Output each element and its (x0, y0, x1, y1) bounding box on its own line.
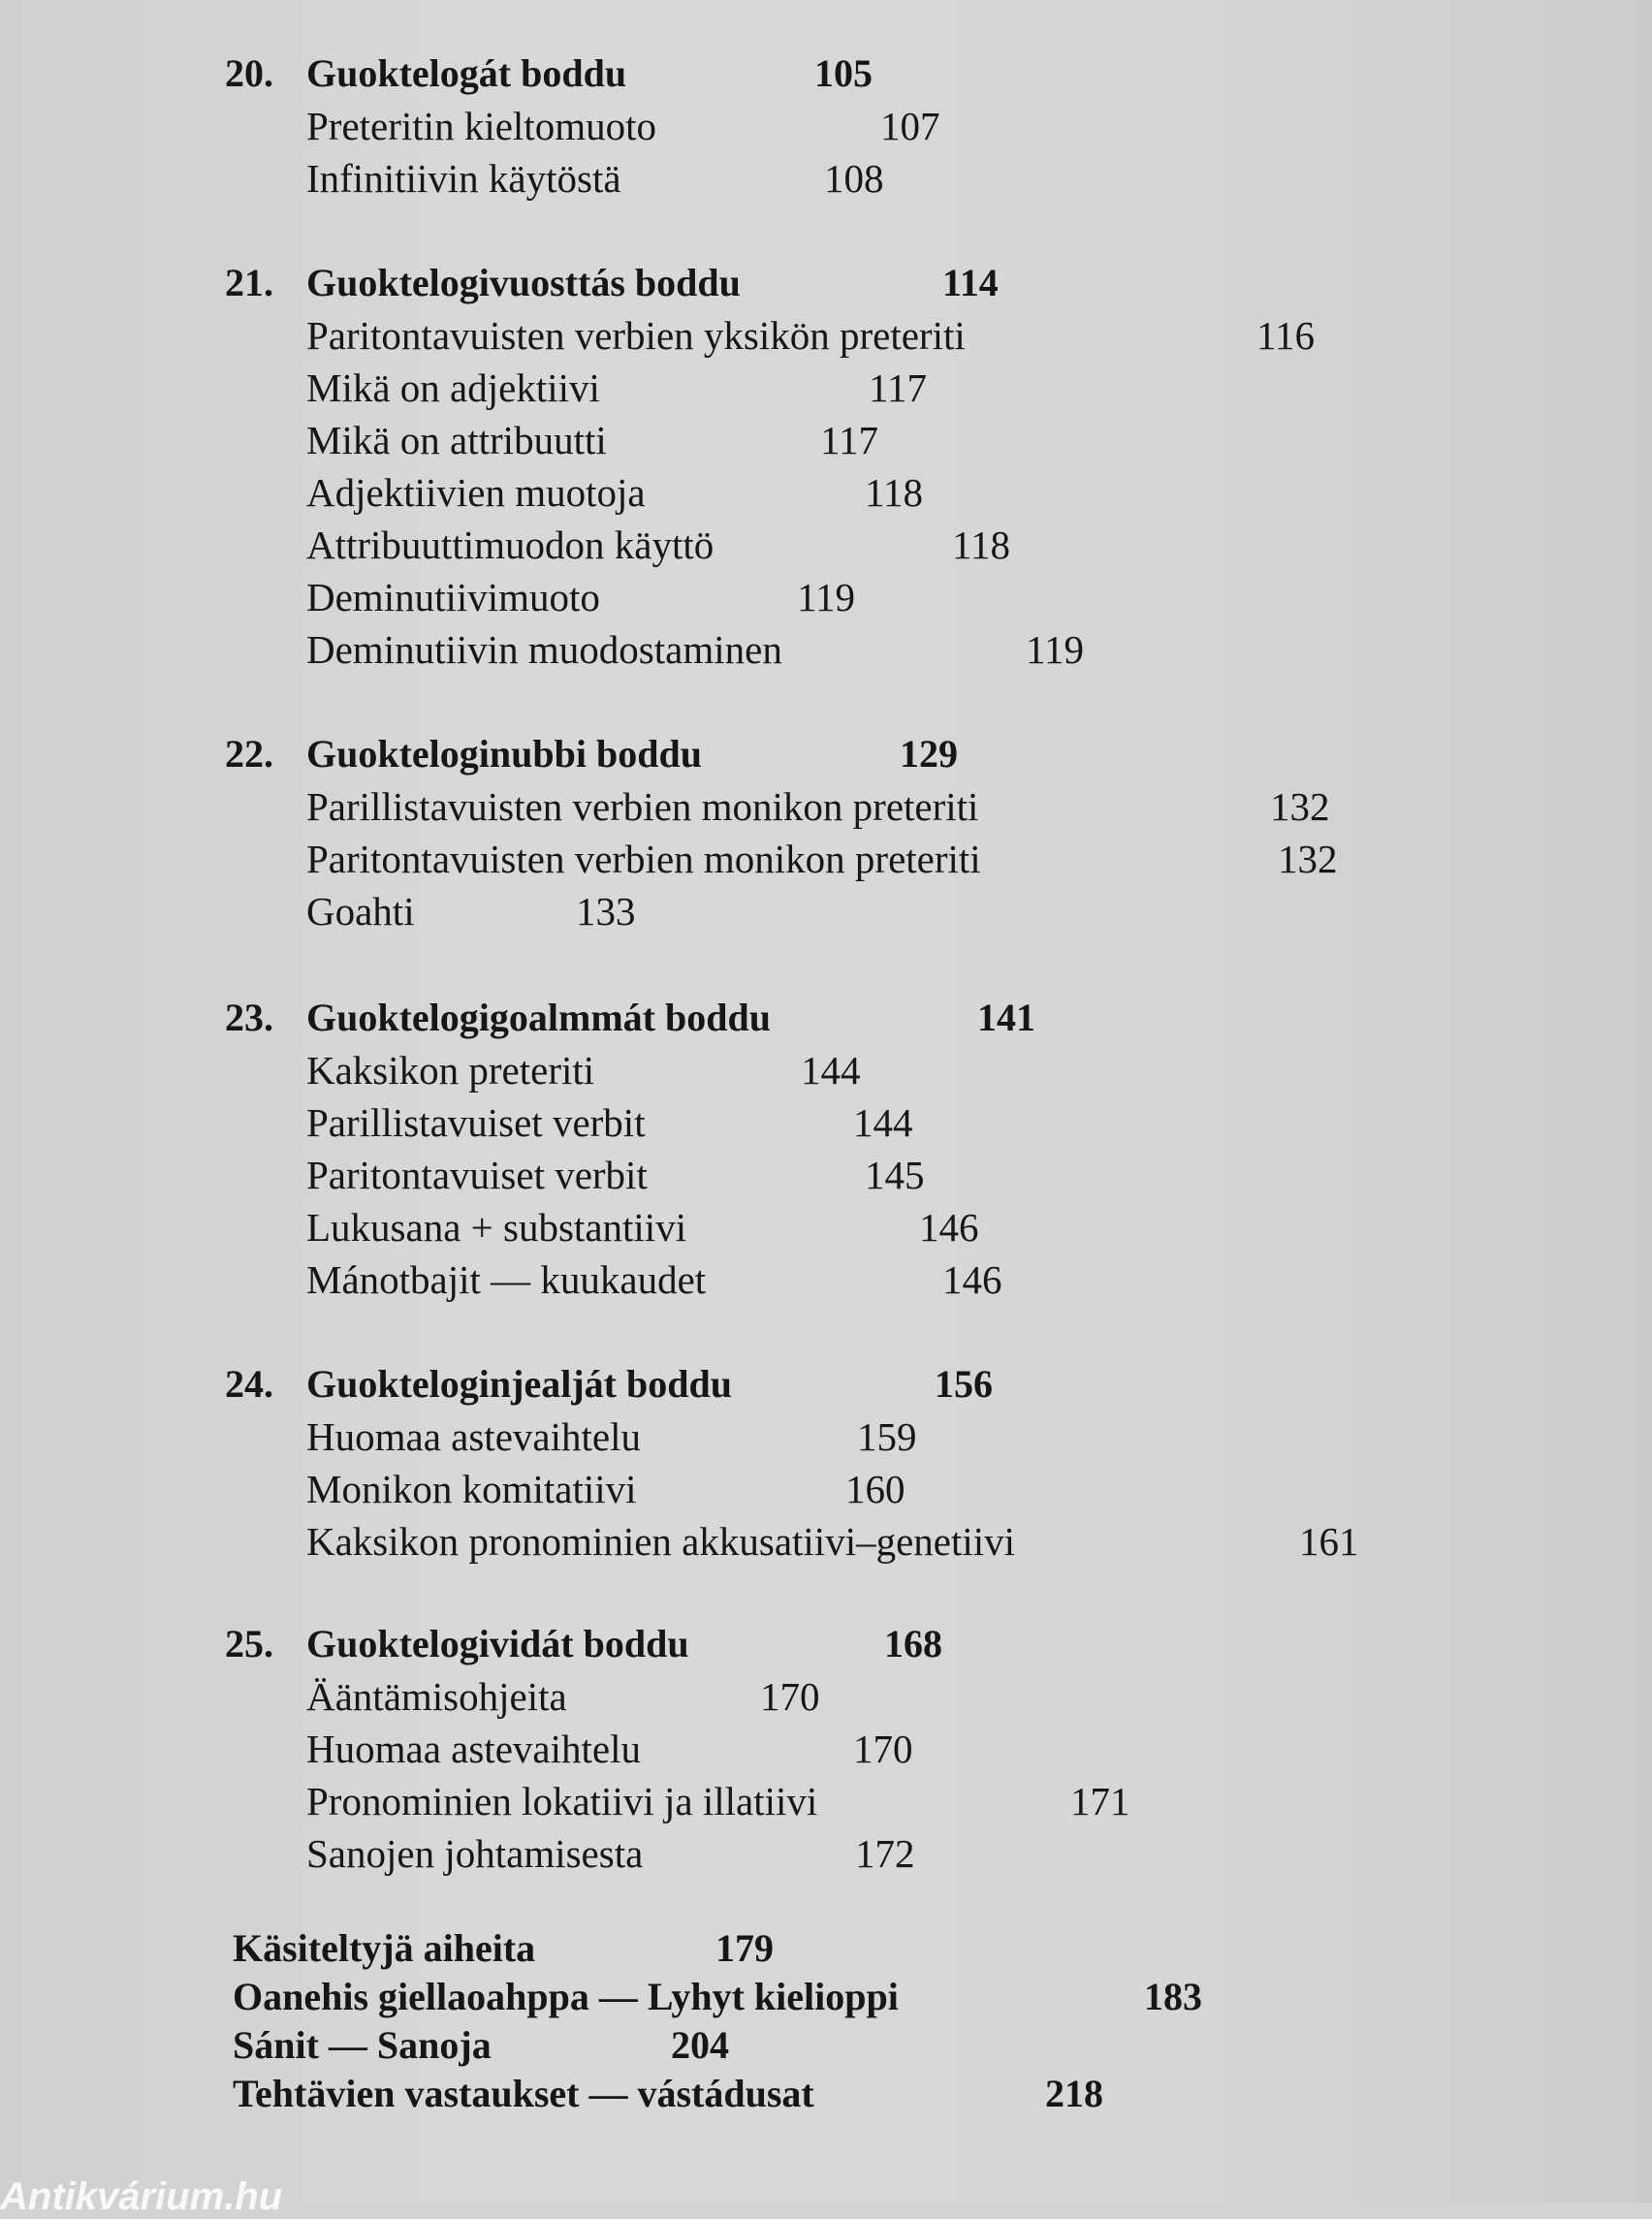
toc-entry (225, 155, 884, 207)
entry-page: 119 (797, 575, 855, 619)
chapter-heading (225, 995, 1035, 1047)
chapter-page: 156 (935, 1362, 993, 1406)
entry-title: Parillistavuisten verbien monikon preteriti (306, 784, 979, 829)
entry-page: 144 (853, 1100, 913, 1145)
chapter-number: 25. (225, 1622, 273, 1665)
entry-page: 161 (1299, 1519, 1359, 1564)
chapter-title: Guokteloginjealját boddu (306, 1362, 732, 1406)
toc-entry (225, 1726, 913, 1778)
chapter-heading (225, 1621, 942, 1673)
toc-entry (225, 1152, 925, 1204)
toc-entry (225, 1518, 1359, 1570)
toc-entry (233, 1925, 899, 1974)
entry-title: Huomaa astevaihtelu (306, 1727, 641, 1771)
chapter-page: 141 (977, 996, 1035, 1039)
entry-title: Attribuuttimuodon käyttö (306, 523, 715, 567)
chapter-number: 20. (225, 51, 273, 95)
entry-title: Lukusana + substantiivi (306, 1205, 687, 1250)
toc-entry (225, 1778, 1130, 1830)
entry-title: Käsiteltyjä aiheita (233, 1926, 536, 1970)
toc-entry (225, 626, 1084, 679)
toc-entry (225, 1673, 820, 1726)
toc-entry (233, 2071, 1103, 2119)
chapter-number: 21. (225, 261, 273, 304)
toc-entry (225, 1830, 915, 1883)
entry-title: Goahti (306, 889, 415, 934)
entry-page: 204 (671, 2023, 729, 2067)
toc-entry (225, 417, 966, 469)
entry-title: Paritontavuisten verbien yksikön preteriti (306, 313, 966, 358)
entry-title: Tehtävien vastaukset — vástádusat (233, 2072, 814, 2115)
chapter-23 (225, 995, 1035, 1309)
entry-title: Deminutiivin muodostaminen (306, 627, 782, 672)
toc-entry (225, 312, 1315, 365)
toc-entry (225, 1047, 861, 1099)
entry-page: 107 (880, 104, 940, 148)
entry-page: 218 (1045, 2072, 1103, 2115)
toc-entry (225, 365, 966, 417)
entry-page: 170 (760, 1674, 820, 1719)
chapter-title: Guoktelogigoalmmát boddu (306, 996, 771, 1039)
chapter-number: 23. (225, 996, 273, 1039)
toc-entry (225, 1466, 1015, 1518)
entry-page: 119 (1026, 627, 1084, 672)
entry-title: Oanehis giellaoahppa — Lyhyt kielioppi (233, 1975, 899, 2018)
bleed-through-texture (1183, 39, 1648, 2203)
watermark: Antikvárium.hu (0, 2175, 283, 2218)
chapter-heading (225, 731, 981, 783)
entry-title: Adjektiivien muotoja (306, 470, 646, 515)
chapter-24 (225, 1361, 1359, 1570)
entry-page: 146 (942, 1257, 1002, 1302)
entry-page: 118 (952, 523, 1010, 567)
entry-page: 118 (865, 470, 923, 515)
entry-page: 183 (1144, 1975, 1202, 2018)
entry-page: 116 (1256, 313, 1315, 358)
toc-entry (233, 2022, 899, 2071)
entry-page: 132 (1270, 784, 1330, 829)
entry-title: Paritontavuisten verbien monikon preteriti (306, 837, 981, 881)
entry-title: Deminutiivimuoto (306, 575, 600, 619)
entry-title: Kaksikon preteriti (306, 1048, 595, 1093)
entry-page: 172 (855, 1831, 915, 1876)
chapter-20 (225, 50, 940, 207)
toc-entry (233, 1974, 1202, 2022)
entry-title: Monikon komitatiivi (306, 1467, 637, 1511)
entry-title: Sanojen johtamisesta (306, 1831, 644, 1876)
chapter-heading (225, 260, 999, 312)
entry-page: 108 (824, 156, 884, 201)
toc-entry (225, 574, 966, 626)
toc-entry (225, 836, 1338, 888)
entry-page: 133 (576, 889, 636, 934)
chapter-title: Guokteloginubbi boddu (306, 732, 702, 776)
entry-page: 132 (1278, 837, 1338, 881)
chapter-title: Guoktelogivuosttás boddu (306, 261, 741, 304)
chapter-22 (225, 731, 1338, 940)
toc-entry (225, 522, 1010, 574)
entry-page: 159 (857, 1414, 917, 1459)
entry-page: 117 (869, 365, 927, 410)
entry-title: Kaksikon pronominien akkusatiivi–genetiivi (306, 1519, 1016, 1564)
entry-page: 145 (865, 1153, 925, 1197)
entry-title: Paritontavuiset verbit (306, 1153, 648, 1197)
chapter-page: 105 (814, 51, 873, 95)
toc-entry (225, 1099, 913, 1152)
end-matter (233, 1925, 1202, 2119)
chapter-page: 114 (942, 261, 999, 304)
chapter-heading (225, 1361, 1015, 1413)
entry-page: 170 (853, 1727, 913, 1771)
entry-title: Parillistavuiset verbit (306, 1100, 646, 1145)
entry-title: Mikä on attribuutti (306, 418, 607, 462)
toc-entry (225, 888, 981, 940)
entry-title: Mikä on adjektiivi (306, 365, 600, 410)
entry-page: 144 (801, 1048, 861, 1093)
toc-entry (225, 1204, 979, 1256)
entry-page: 146 (919, 1205, 979, 1250)
chapter-number: 24. (225, 1362, 273, 1406)
toc-entry (225, 783, 1330, 836)
entry-title: Infinitiivin käytöstä (306, 156, 621, 201)
chapter-title: Guoktelogividát boddu (306, 1622, 689, 1665)
entry-page: 117 (820, 418, 878, 462)
entry-title: Sánit — Sanoja (233, 2023, 492, 2067)
chapter-page: 168 (884, 1622, 942, 1665)
entry-title: Preteritin kieltomuoto (306, 104, 656, 148)
toc-entry (225, 1413, 1015, 1466)
chapter-heading (225, 50, 873, 103)
toc-entry (225, 1256, 1002, 1309)
entry-title: Mánotbajit — kuukaudet (306, 1257, 707, 1302)
chapter-21 (225, 260, 1315, 679)
chapter-page: 129 (900, 732, 958, 776)
entry-title: Huomaa astevaihtelu (306, 1414, 641, 1459)
entry-title: Ääntämisohjeita (306, 1674, 567, 1719)
chapter-25 (225, 1621, 1130, 1883)
entry-page: 160 (845, 1467, 905, 1511)
toc-entry (225, 103, 940, 155)
entry-page: 171 (1070, 1779, 1130, 1823)
chapter-number: 22. (225, 732, 273, 776)
toc-entry (225, 469, 966, 522)
entry-title: Pronominien lokatiivi ja illatiivi (306, 1779, 818, 1823)
chapter-title: Guoktelogát boddu (306, 51, 627, 95)
entry-page: 179 (715, 1926, 774, 1970)
